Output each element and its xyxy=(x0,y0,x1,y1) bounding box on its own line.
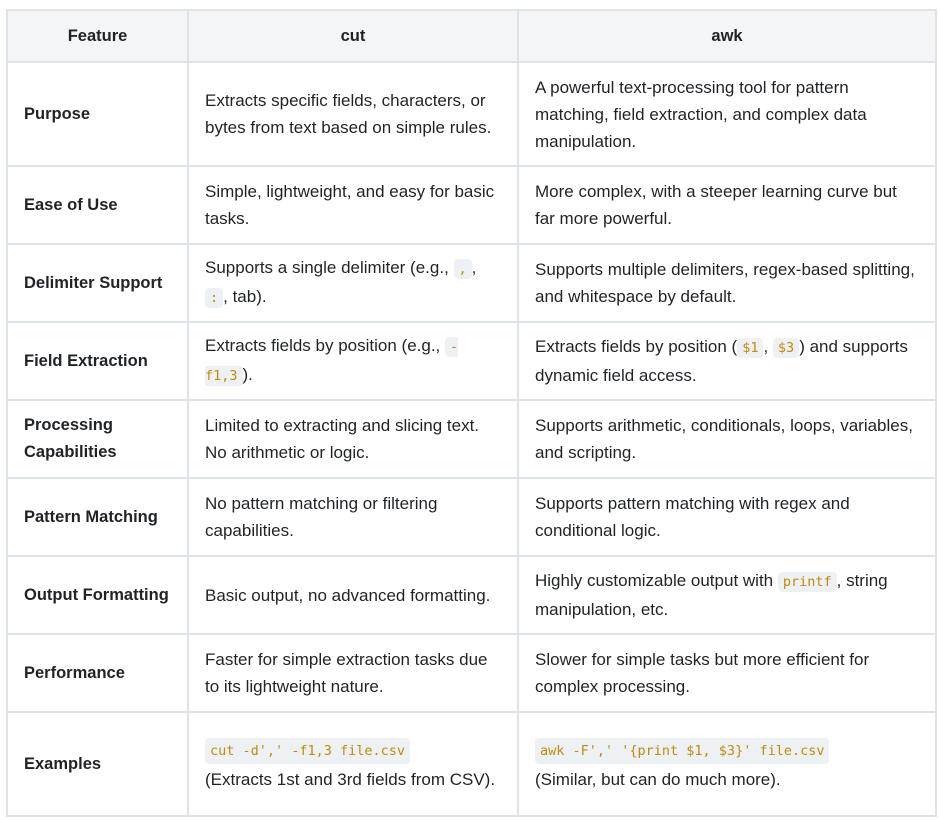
cut-cell: Faster for simple extraction tasks due to its lightweight nature. xyxy=(188,634,518,712)
awk-cell xyxy=(518,322,936,400)
example-note: (Extracts 1st and 3rd fields from CSV). xyxy=(205,769,496,789)
feature-cell: Examples xyxy=(7,712,188,816)
text: Extracts fields by position (e.g., xyxy=(205,336,445,355)
code-snippet: , xyxy=(454,259,472,279)
awk-cell: Supports pattern matching with regex and conditional logic. xyxy=(518,478,936,556)
table-row xyxy=(7,556,936,634)
code-snippet: -f1,3 xyxy=(205,339,459,384)
code-snippet: awk -F',' '{print $1, $3}' file.csv xyxy=(535,738,829,764)
cut-cell: Simple, lightweight, and easy for basic tasks. xyxy=(188,166,518,244)
text: , tab). xyxy=(223,287,267,306)
header-feature: Feature xyxy=(7,10,188,62)
feature-cell: Purpose xyxy=(7,62,188,166)
table-row xyxy=(7,166,936,244)
text: Highly customizable output with xyxy=(535,571,778,590)
table-row xyxy=(7,712,936,816)
table-row xyxy=(7,244,936,322)
cut-cell: Basic output, no advanced formatting. xyxy=(188,556,518,634)
text: ) and supports dynamic field access. xyxy=(535,337,908,385)
awk-cell xyxy=(518,556,936,634)
awk-cell: Slower for simple tasks but more efficient for complex processing. xyxy=(518,634,936,712)
text: Supports a single delimiter (e.g., xyxy=(205,258,454,277)
awk-cell: Supports multiple delimiters, regex-based splitting, and whitespace by default. xyxy=(518,244,936,322)
awk-cell: More complex, with a steeper learning curve but far more powerful. xyxy=(518,166,936,244)
cut-cell xyxy=(188,244,518,322)
feature-cell: Performance xyxy=(7,634,188,712)
header-awk: awk xyxy=(518,10,936,62)
table-row xyxy=(7,400,936,478)
code-snippet: $3 xyxy=(773,338,799,358)
text: Extracts fields by position ( xyxy=(535,337,738,356)
awk-cell xyxy=(518,712,936,816)
text: , string manipulation, etc. xyxy=(535,571,888,619)
awk-cell: A powerful text-processing tool for pattern matching, field extraction, and complex data manipulation. xyxy=(518,62,936,166)
header-row xyxy=(7,10,936,62)
code-snippet: printf xyxy=(778,572,837,592)
feature-cell: Delimiter Support xyxy=(7,244,188,322)
text: , xyxy=(763,337,773,356)
text: , xyxy=(471,258,477,277)
code-snippet: : xyxy=(205,288,223,308)
text: ). xyxy=(242,365,253,384)
comparison-table xyxy=(6,9,937,817)
cut-cell xyxy=(188,712,518,816)
feature-cell: Pattern Matching xyxy=(7,478,188,556)
code-snippet: $1 xyxy=(737,338,763,358)
table-row xyxy=(7,322,936,400)
table-row xyxy=(7,634,936,712)
cut-cell: Limited to extracting and slicing text. No arithmetic or logic. xyxy=(188,400,518,478)
feature-cell: Output Formatting xyxy=(7,556,188,634)
feature-cell: Field Extraction xyxy=(7,322,188,400)
feature-cell: Ease of Use xyxy=(7,166,188,244)
example-note: (Similar, but can do much more). xyxy=(535,769,781,789)
table-row xyxy=(7,62,936,166)
code-snippet: cut -d',' -f1,3 file.csv xyxy=(205,738,410,764)
cut-cell: No pattern matching or filtering capabilities. xyxy=(188,478,518,556)
table-row xyxy=(7,478,936,556)
awk-cell: Supports arithmetic, conditionals, loops, variables, and scripting. xyxy=(518,400,936,478)
cut-cell xyxy=(188,322,518,400)
header-cut: cut xyxy=(188,10,518,62)
cut-cell: Extracts specific fields, characters, or bytes from text based on simple rules. xyxy=(188,62,518,166)
feature-cell: Processing Capabilities xyxy=(7,400,188,478)
